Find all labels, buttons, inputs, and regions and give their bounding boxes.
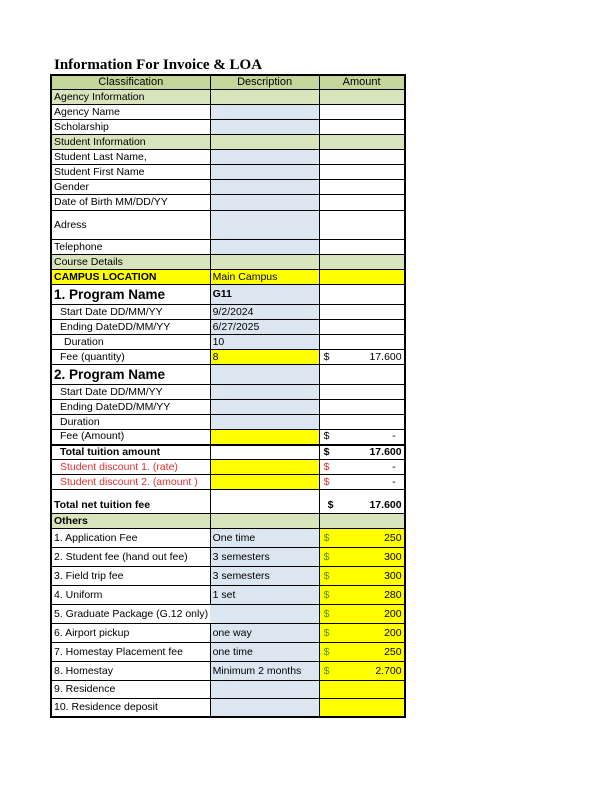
program2-end-value[interactable] — [210, 400, 319, 415]
table-row — [51, 643, 405, 662]
currency-symbol: $ — [323, 607, 330, 620]
other-value: 200 — [384, 607, 402, 620]
other-value: 300 — [384, 569, 402, 582]
table-row — [51, 120, 405, 135]
program1-duration-value[interactable]: 10 — [210, 335, 319, 350]
first-name-label: Student First Name — [51, 165, 210, 180]
table-row — [51, 415, 405, 430]
net-tuition-value: 17.600 — [369, 499, 402, 511]
program1-start-value[interactable]: 9/2/2024 — [210, 305, 319, 320]
currency-symbol: $ — [323, 664, 330, 677]
telephone-cell[interactable] — [210, 240, 319, 255]
table-row — [51, 365, 405, 385]
table-row — [51, 400, 405, 415]
table-row — [51, 605, 405, 624]
table-row — [51, 529, 405, 548]
agency-name-label: Agency Name — [51, 105, 210, 120]
other-desc[interactable]: Minimum 2 months — [210, 662, 319, 681]
other-label: 9. Residence — [51, 681, 210, 699]
program2-duration-value[interactable] — [210, 415, 319, 430]
table-row — [51, 305, 405, 320]
table-row — [51, 681, 405, 699]
scholarship-cell[interactable] — [210, 120, 319, 135]
discount2-value: - — [392, 475, 396, 488]
section-student — [51, 135, 405, 150]
other-value: 2.700 — [375, 664, 402, 677]
other-label: 5. Graduate Package (G.12 only) — [51, 605, 210, 624]
currency-symbol: $ — [323, 475, 330, 488]
other-label: 1. Application Fee — [51, 529, 210, 548]
table-row — [51, 335, 405, 350]
program1-fee-amount: 17.600 — [369, 350, 402, 363]
table-row — [51, 180, 405, 195]
table-row — [51, 165, 405, 180]
other-desc[interactable]: one way — [210, 624, 319, 643]
table-row — [51, 320, 405, 335]
currency-symbol: $ — [323, 531, 330, 544]
table-row — [51, 211, 405, 240]
other-value[interactable] — [319, 699, 405, 717]
table-row — [51, 240, 405, 255]
table-row — [51, 586, 405, 605]
program2-value[interactable] — [210, 365, 319, 385]
section-label: Others — [51, 514, 210, 529]
discount2-cell[interactable] — [210, 475, 319, 490]
program1-duration-label: Duration — [51, 335, 210, 350]
other-desc[interactable] — [210, 681, 319, 699]
other-desc[interactable]: 3 semesters — [210, 548, 319, 567]
other-desc[interactable]: one time — [210, 643, 319, 662]
other-desc[interactable] — [210, 699, 319, 717]
address-cell[interactable] — [210, 211, 319, 240]
table-row — [51, 270, 405, 285]
total-tuition-label: Total tuition amount — [51, 445, 210, 460]
table-row — [51, 430, 405, 445]
scholarship-label: Scholarship — [51, 120, 210, 135]
net-tuition-label: Total net tuition fee — [51, 490, 210, 514]
table-row — [51, 548, 405, 567]
other-label: 6. Airport pickup — [51, 624, 210, 643]
program2-label: 2. Program Name — [51, 365, 210, 385]
program2-duration-label: Duration — [51, 415, 210, 430]
currency-symbol: $ — [323, 645, 330, 658]
program2-fee-amount: - — [392, 430, 396, 443]
currency-symbol: $ — [323, 550, 330, 563]
other-value: 250 — [384, 645, 402, 658]
other-label: 7. Homestay Placement fee — [51, 643, 210, 662]
header-row — [51, 75, 405, 90]
program1-end-label: Ending DateDD/MM/YY — [51, 320, 210, 335]
discount1-value: - — [392, 460, 396, 473]
last-name-label: Student Last Name, — [51, 150, 210, 165]
other-label: 10. Residence deposit — [51, 699, 210, 717]
gender-cell[interactable] — [210, 180, 319, 195]
other-desc[interactable] — [210, 605, 319, 624]
discount2-label: Student discount 2. (amount ) — [51, 475, 210, 490]
header-description: Description — [210, 75, 319, 90]
dob-cell[interactable] — [210, 195, 319, 211]
table-row — [51, 624, 405, 643]
table-row — [51, 285, 405, 305]
currency-symbol: $ — [323, 588, 330, 601]
last-name-cell[interactable] — [210, 150, 319, 165]
other-label: 3. Field trip fee — [51, 567, 210, 586]
currency-symbol: $ — [323, 445, 330, 458]
table-row — [51, 445, 405, 460]
agency-name-cell[interactable] — [210, 105, 319, 120]
other-label: 8. Homestay — [51, 662, 210, 681]
invoice-table — [50, 74, 406, 718]
campus-label: CAMPUS LOCATION — [51, 270, 210, 285]
other-desc[interactable]: 3 semesters — [210, 567, 319, 586]
currency-symbol: $ — [323, 460, 330, 473]
program1-end-value[interactable]: 6/27/2025 — [210, 320, 319, 335]
program2-end-label: Ending DateDD/MM/YY — [51, 400, 210, 415]
table-row — [51, 460, 405, 475]
other-value: 200 — [384, 626, 402, 639]
other-label: 2. Student fee (hand out fee) — [51, 548, 210, 567]
program1-label: 1. Program Name — [51, 285, 210, 305]
currency-symbol: $ — [327, 499, 334, 511]
telephone-label: Telephone — [51, 240, 210, 255]
program1-start-label: Start Date DD/MM/YY — [51, 305, 210, 320]
section-label: Student Information — [51, 135, 210, 150]
other-desc[interactable]: 1 set — [210, 586, 319, 605]
other-label: 4. Uniform — [51, 586, 210, 605]
table-row — [51, 567, 405, 586]
table-row — [51, 662, 405, 681]
other-value: 280 — [384, 588, 402, 601]
currency-symbol: $ — [323, 626, 330, 639]
program2-start-value[interactable] — [210, 385, 319, 400]
section-label: Course Details — [51, 255, 210, 270]
first-name-cell[interactable] — [210, 165, 319, 180]
page-title: Information For Invoice & LOA — [54, 57, 263, 73]
table-row — [51, 350, 405, 365]
table-row — [51, 490, 405, 514]
table-row — [51, 150, 405, 165]
program1-fee-label: Fee (quantity) — [51, 350, 210, 365]
other-value: 300 — [384, 550, 402, 563]
total-tuition-value: 17.600 — [369, 445, 402, 458]
program1-fee-qty[interactable]: 8 — [210, 350, 319, 365]
program2-start-label: Start Date DD/MM/YY — [51, 385, 210, 400]
header-amount: Amount — [319, 75, 405, 90]
table-row — [51, 475, 405, 490]
program2-fee-label: Fee (Amount) — [51, 430, 210, 445]
address-label: Adress — [51, 211, 210, 240]
table-row — [51, 699, 405, 717]
campus-value[interactable]: Main Campus — [210, 270, 319, 285]
currency-symbol: $ — [323, 350, 330, 363]
section-label: Agency Information — [51, 90, 210, 105]
header-classification: Classification — [51, 75, 210, 90]
discount1-label: Student discount 1. (rate) — [51, 460, 210, 475]
table-row — [51, 195, 405, 211]
section-agency — [51, 90, 405, 105]
gender-label: Gender — [51, 180, 210, 195]
table-row — [51, 105, 405, 120]
section-others — [51, 514, 405, 529]
other-desc[interactable]: One time — [210, 529, 319, 548]
other-value: 250 — [384, 531, 402, 544]
currency-symbol: $ — [323, 569, 330, 582]
discount1-cell[interactable] — [210, 460, 319, 475]
table-row — [51, 385, 405, 400]
program2-fee-cell[interactable] — [210, 430, 319, 445]
dob-label: Date of Birth MM/DD/YY — [51, 195, 210, 211]
currency-symbol: $ — [323, 430, 330, 443]
section-course — [51, 255, 405, 270]
program1-value[interactable]: G11 — [210, 285, 319, 305]
other-value[interactable] — [319, 681, 405, 699]
